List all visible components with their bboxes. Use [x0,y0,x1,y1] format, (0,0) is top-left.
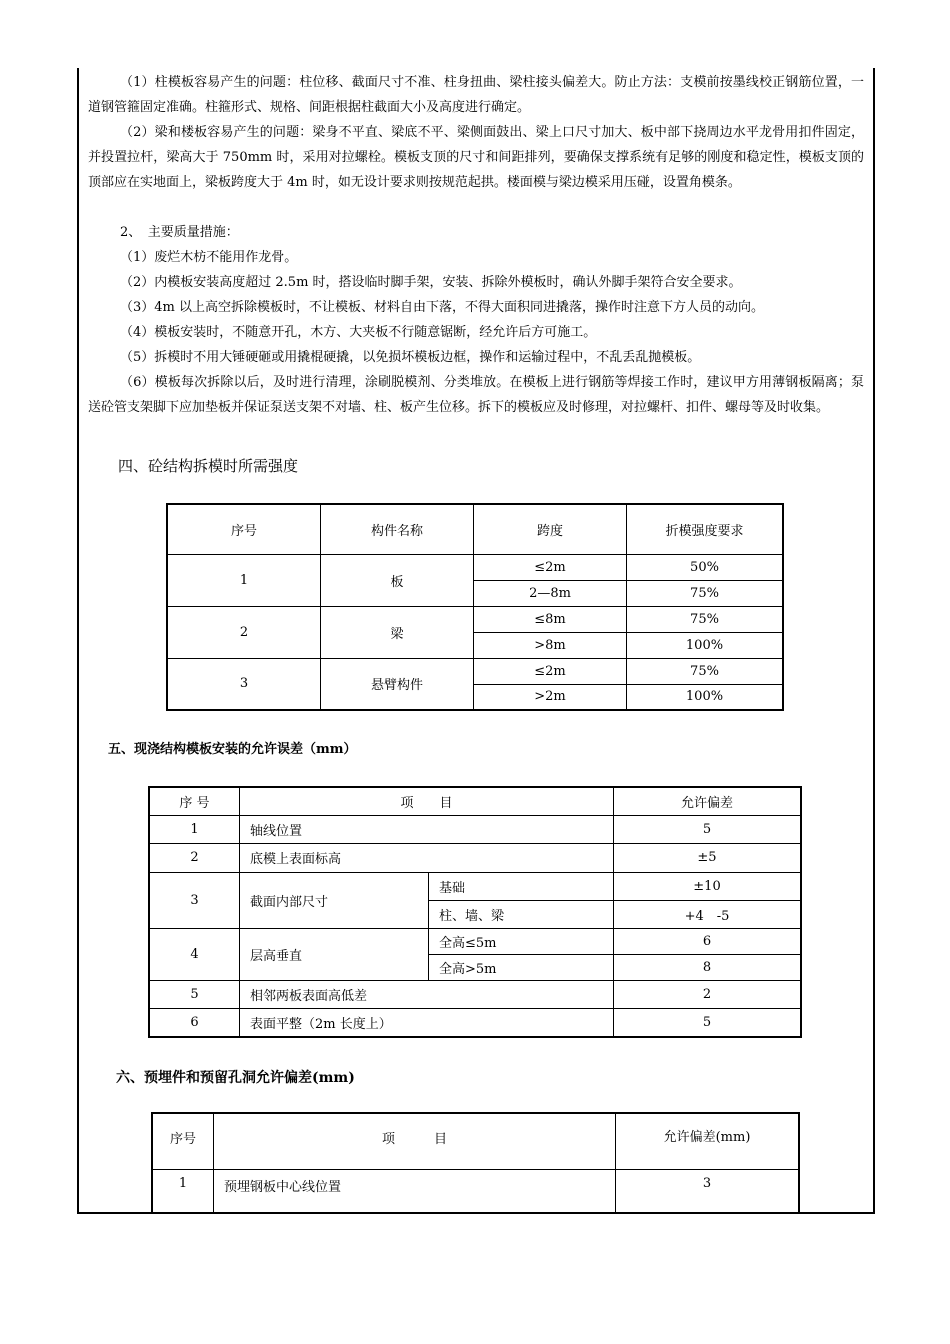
cell: 基础 [429,872,614,900]
header-cell: 允许偏差(mm) [616,1113,800,1169]
cell: 3 [616,1169,800,1213]
cell: ±10 [614,872,802,900]
cell: 4 [149,928,240,980]
cell: 截面内部尺寸 [240,872,429,928]
cell: >2m [474,684,627,710]
cell: 75% [627,580,784,606]
header-cell: 允许偏差 [614,787,802,815]
paragraph: （1）柱模板容易产生的问题：柱位移、截面尺寸不准、柱身扭曲、梁柱接头偏差大。防止方法：支模前按墨线校正钢筋位置，一道钢管箍固定准确。柱箍形式、规格、间距根据柱截面大小及高度进行确定。 [88,75,864,115]
header-cell: 跨度 [474,504,627,554]
cell: 100% [627,632,784,658]
paragraph: 2、 主要质量措施： [120,225,239,240]
cell: 5 [614,815,802,843]
header-cell: 折模强度要求 [627,504,784,554]
cell: 6 [149,1008,240,1037]
tolerance-table [148,786,802,1038]
cell: 50% [627,554,784,580]
cell: 预埋钢板中心线位置 [214,1169,616,1213]
cell: ≤2m [474,658,627,684]
header-cell: 构件名称 [321,504,474,554]
cell: 3 [167,658,321,710]
paragraph: （3）4m 以上高空拆除模板时，不让模板、材料自由下落，不得大面积同进撬落，操作时注意下方人员的动向。 [120,300,765,315]
embedded-parts-table [151,1112,800,1214]
cell: 75% [627,606,784,632]
cell: 层高垂直 [240,928,429,980]
cell: 8 [614,954,802,980]
paragraph: （5）拆模时不用大锤硬砸或用撬棍硬撬，以免损坏模板边框，操作和运输过程中，不乱丢乱抛模板。 [120,350,701,365]
cell: 1 [149,815,240,843]
cell: 1 [152,1169,214,1213]
cell: 底模上表面标高 [240,843,614,872]
cell: 相邻两板表面高低差 [240,980,614,1008]
cell: 5 [149,980,240,1008]
cell: 轴线位置 [240,815,614,843]
section-heading: 五、现浇结构模板安装的允许误差（mm） [108,742,357,757]
cell: 1 [167,554,321,606]
cell: 2 [614,980,802,1008]
cell: 100% [627,684,784,710]
cell: 全高≤5m [429,928,614,954]
cell: >8m [474,632,627,658]
header-cell: 序号 [167,504,321,554]
header-cell: 项 目 [214,1113,616,1169]
cell: 2 [167,606,321,658]
paragraph: （1）废烂木枋不能用作龙骨。 [120,250,298,265]
cell: 板 [321,554,474,606]
header-cell: 序 号 [149,787,240,815]
cell: 2—8m [474,580,627,606]
cell: ≤2m [474,554,627,580]
header-cell: 序号 [152,1113,214,1169]
section-heading: 四、砼结构拆模时所需强度 [118,457,299,475]
cell: ±5 [614,843,802,872]
cell: +4 -5 [614,900,802,928]
cell: 悬臂构件 [321,658,474,710]
cell: 全高>5m [429,954,614,980]
cell: 3 [149,872,240,928]
header-cell: 项 目 [240,787,614,815]
strength-table [166,503,784,711]
cell: 表面平整（2m 长度上） [240,1008,614,1037]
cell: 75% [627,658,784,684]
cell: 2 [149,843,240,872]
cell: 5 [614,1008,802,1037]
section-heading: 六、预埋件和预留孔洞允许偏差(mm) [116,1070,355,1086]
paragraph: （6）模板每次拆除以后，及时进行清理，涂刷脱模剂、分类堆放。在模板上进行钢筋等焊接工作时，建议甲方用薄钢板隔离；泵送砼管支架脚下应加垫板并保证泵送支架不对墙、柱、板产生位移。拆下的模板应及时修理，对拉螺杆、扣件、螺母等及时收集。 [88,375,864,415]
paragraph: （2）梁和楼板容易产生的问题：梁身不平直、梁底不平、梁侧面鼓出、梁上口尺寸加大、板中部下挠周边水平龙骨用扣件固定，并投置拉杆，梁高大于 750mm 时，采用对拉螺栓。模板支顶的尺寸和间距排列，要确保支撑系统有足够的刚度和稳定性，模板支顶的顶部应在实地面上，梁板跨度大于 4m 时，如无设计要求则按规范起拱。楼面模与梁边模采用压碰，设置角模条。 [88,125,864,190]
paragraph: （4）模板安装时，不随意开孔，木方、大夹板不行随意锯断，经允许后方可施工。 [120,325,597,340]
cell: 6 [614,928,802,954]
cell: ≤8m [474,606,627,632]
cell: 梁 [321,606,474,658]
paragraph: （2）内模板安装高度超过 2.5m 时，搭设临时脚手架，安装、拆除外模板时，确认外脚手架符合安全要求。 [120,275,742,290]
cell: 柱、墙、梁 [429,900,614,928]
